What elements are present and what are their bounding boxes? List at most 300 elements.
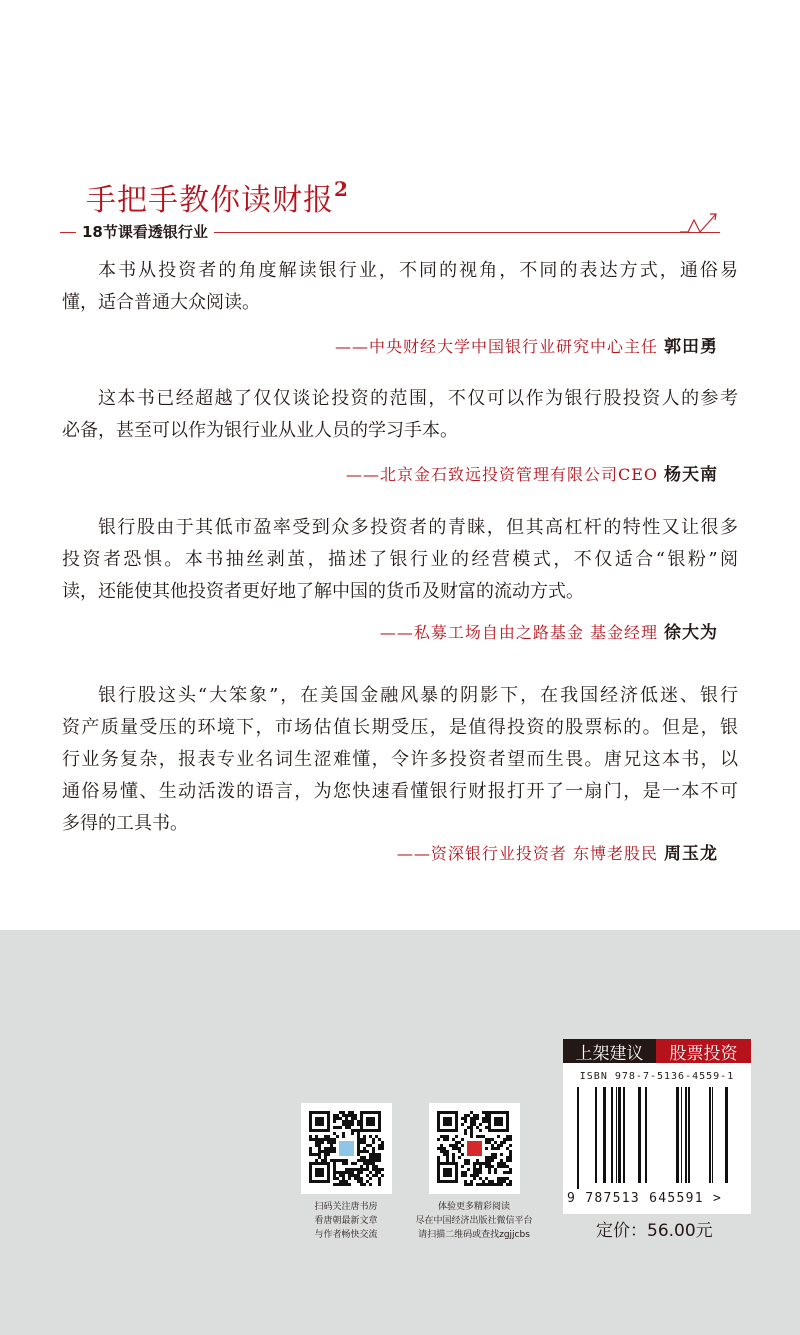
qr-module (503, 1177, 506, 1180)
qr-module (339, 1180, 342, 1183)
qr-module (336, 1135, 339, 1138)
qr-module (509, 1144, 512, 1147)
qr-module (357, 1153, 360, 1156)
qr-module (336, 1183, 339, 1186)
qr-module (330, 1144, 333, 1147)
reviewer-title: ——北京金石致远投资管理有限公司CEO (345, 465, 658, 484)
qr-module (345, 1168, 348, 1171)
qr-module (443, 1147, 446, 1150)
qr-module (324, 1135, 327, 1138)
qr-module (342, 1114, 345, 1117)
qr-module (339, 1174, 342, 1177)
qr-module (333, 1117, 336, 1120)
qr-module (437, 1147, 440, 1150)
qr-module (440, 1135, 443, 1138)
review-attribution (335, 336, 718, 358)
qr-module (446, 1159, 449, 1162)
qr-module (366, 1168, 369, 1171)
qr-module (345, 1126, 348, 1129)
qr-module (491, 1144, 494, 1147)
qr-module (476, 1159, 479, 1162)
qr-module (488, 1165, 491, 1168)
qr-module (375, 1165, 378, 1168)
qr-module (491, 1138, 494, 1141)
review-text (62, 383, 738, 447)
barcode-bar (712, 1087, 713, 1183)
qr-module (476, 1162, 479, 1165)
qr-module (488, 1162, 491, 1165)
qr-module (500, 1165, 503, 1168)
qr-module (369, 1153, 372, 1156)
qr-module (503, 1180, 506, 1183)
qr-module (348, 1111, 351, 1114)
qr-module (506, 1171, 509, 1174)
qr-module (500, 1162, 503, 1165)
qr-module (485, 1141, 488, 1144)
qr-module (503, 1138, 506, 1141)
barcode-bar (638, 1087, 641, 1183)
qr-module (473, 1177, 476, 1180)
qr-module (324, 1150, 327, 1153)
qr-module (357, 1174, 360, 1177)
qr-module (333, 1168, 336, 1171)
qr-code-1 (301, 1103, 392, 1194)
qr-module (488, 1171, 491, 1174)
qr-module (455, 1144, 458, 1147)
qr-module (315, 1138, 318, 1141)
qr-module (357, 1159, 360, 1162)
qr-module (333, 1165, 336, 1168)
review-line: 必备，甚至可以作为银行业从业人员的学习手本。 (62, 420, 458, 441)
barcode-bar (645, 1087, 647, 1183)
qr-module (491, 1153, 494, 1156)
qr-module (452, 1159, 455, 1162)
qr-module (506, 1165, 509, 1168)
qr-module (372, 1174, 375, 1177)
qr-module (500, 1144, 503, 1147)
qr-module (470, 1123, 473, 1126)
qr-module (375, 1168, 378, 1171)
book-title (86, 177, 349, 218)
qr-module (351, 1117, 354, 1120)
qr-module (452, 1144, 455, 1147)
qr-finder (443, 1168, 452, 1177)
qr-module (485, 1120, 488, 1123)
qr-module (351, 1123, 354, 1126)
qr-module (485, 1165, 488, 1168)
qr-module (366, 1150, 369, 1153)
qr-finder (315, 1168, 324, 1177)
qr-module (494, 1168, 497, 1171)
qr-module (357, 1171, 360, 1174)
review-line: 本书从投资者的角度解读银行业，不同的视角，不同的表达方式，通俗易 (98, 260, 738, 281)
qr-module (452, 1138, 455, 1141)
qr-module (491, 1180, 494, 1183)
qr-finder (315, 1117, 324, 1126)
qr-module (473, 1117, 476, 1120)
qr-module (324, 1153, 327, 1156)
qr-module (333, 1150, 336, 1153)
qr-module (491, 1159, 494, 1162)
qr-module (443, 1135, 446, 1138)
qr-module (309, 1150, 312, 1153)
qr-module (476, 1183, 479, 1186)
review-line: 读，还能使其他投资者更好地了解中国的货币及财富的流动方式。 (62, 581, 584, 602)
qr-module (360, 1150, 363, 1153)
title-superscript: 2 (334, 177, 349, 201)
qr-module (309, 1147, 312, 1150)
qr-module (357, 1180, 360, 1183)
shelf-suggestion (563, 1039, 751, 1063)
qr-module (324, 1156, 327, 1159)
qr-module (330, 1141, 333, 1144)
qr-module (345, 1117, 348, 1120)
qr-module (342, 1135, 345, 1138)
qr-module (482, 1117, 485, 1120)
barcode-bar (611, 1087, 613, 1183)
qr-module (485, 1147, 488, 1150)
qr-module (360, 1156, 363, 1159)
qr-module (509, 1150, 512, 1153)
qr-module (348, 1126, 351, 1129)
qr-module (351, 1171, 354, 1174)
qr-module (321, 1150, 324, 1153)
review-attribution (380, 622, 718, 644)
qr-module (491, 1165, 494, 1168)
qr-module (357, 1135, 360, 1138)
review-attribution (346, 464, 718, 486)
qr-module (467, 1183, 470, 1186)
qr-module (342, 1174, 345, 1177)
qr-module (476, 1174, 479, 1177)
qr-module (372, 1153, 375, 1156)
caption-line: 体验更多精彩阅读 (437, 1202, 510, 1212)
qr-module (473, 1162, 476, 1165)
qr-module (342, 1183, 345, 1186)
qr-module (375, 1159, 378, 1162)
caption-line: 尽在中国经济出版社微信平台 (415, 1216, 533, 1226)
qr-module (470, 1132, 473, 1135)
qr-caption-2 (399, 1200, 549, 1242)
barcode-bar (688, 1087, 690, 1183)
qr-module (342, 1177, 345, 1180)
qr-module (461, 1165, 464, 1168)
qr-module (327, 1150, 330, 1153)
qr-module (378, 1180, 381, 1183)
qr-module (348, 1168, 351, 1171)
qr-module (348, 1171, 351, 1174)
qr-module (503, 1171, 506, 1174)
qr-module (464, 1171, 467, 1174)
qr-module (348, 1183, 351, 1186)
qr-module (485, 1159, 488, 1162)
qr-module (348, 1114, 351, 1117)
qr-module (315, 1141, 318, 1144)
qr-module (357, 1138, 360, 1141)
qr-module (357, 1123, 360, 1126)
qr-module (461, 1117, 464, 1120)
qr-module (497, 1183, 500, 1186)
qr-module (437, 1159, 440, 1162)
qr-module (470, 1135, 473, 1138)
qr-module (372, 1156, 375, 1159)
reviewer-name: 徐大为 (664, 623, 718, 643)
qr-module (494, 1171, 497, 1174)
qr-module (461, 1138, 464, 1141)
qr-finder (443, 1117, 452, 1126)
qr-module (372, 1162, 375, 1165)
qr-module (506, 1159, 509, 1162)
qr-module (470, 1117, 473, 1120)
qr-module (470, 1126, 473, 1129)
qr-module (366, 1159, 369, 1162)
qr-module (363, 1150, 366, 1153)
qr-module (479, 1165, 482, 1168)
qr-module (467, 1114, 470, 1117)
qr-module (324, 1159, 327, 1162)
barcode-bar (725, 1087, 728, 1183)
review-line: 懂，适合普通大众阅读。 (62, 292, 260, 313)
review-line: 多得的工具书。 (62, 813, 188, 834)
qr-module (464, 1120, 467, 1123)
qr-module (375, 1156, 378, 1159)
qr-module (351, 1114, 354, 1117)
qr-module (378, 1171, 381, 1174)
qr-module (509, 1138, 512, 1141)
qr-module (357, 1132, 360, 1135)
qr-module (360, 1183, 363, 1186)
qr-module (333, 1138, 336, 1141)
qr-module (458, 1156, 461, 1159)
qr-module (446, 1150, 449, 1153)
qr-module (342, 1162, 345, 1165)
qr-module (500, 1153, 503, 1156)
qr-finder (494, 1117, 503, 1126)
qr-module (443, 1150, 446, 1153)
qr-module (378, 1144, 381, 1147)
qr-module (455, 1141, 458, 1144)
reviewer-name: 杨天南 (664, 465, 718, 485)
qr-module (443, 1138, 446, 1141)
qr-module (345, 1171, 348, 1174)
qr-module (482, 1120, 485, 1123)
qr-module (363, 1159, 366, 1162)
book-subtitle: 18节课看透银行业 (76, 223, 214, 241)
qr-module (452, 1156, 455, 1159)
qr-module (375, 1174, 378, 1177)
qr-module (488, 1159, 491, 1162)
qr-module (312, 1138, 315, 1141)
qr-module (381, 1174, 384, 1177)
qr-module (503, 1165, 506, 1168)
qr-module (333, 1159, 336, 1162)
qr-module (330, 1159, 333, 1162)
qr-module (488, 1141, 491, 1144)
qr-module (485, 1111, 488, 1114)
qr-module (318, 1153, 321, 1156)
qr-module (488, 1183, 491, 1186)
qr-module (366, 1144, 369, 1147)
barcode-bar (681, 1087, 682, 1183)
qr-module (342, 1180, 345, 1183)
qr-module (342, 1132, 345, 1135)
qr-module (485, 1183, 488, 1186)
qr-module (446, 1153, 449, 1156)
qr-module (336, 1126, 339, 1129)
qr-module (330, 1138, 333, 1141)
barcode-bar (685, 1087, 687, 1183)
qr-module (372, 1165, 375, 1168)
qr-module (321, 1141, 324, 1144)
qr-module (345, 1114, 348, 1117)
qr-module (351, 1168, 354, 1171)
qr-module (476, 1168, 479, 1171)
reviewer-title: ——中央财经大学中国银行业研究中心主任 (334, 337, 658, 356)
isbn-barcode-box (563, 1039, 751, 1214)
shelf-category: 股票投资 (656, 1039, 751, 1063)
qr-module (437, 1156, 440, 1159)
qr-module (375, 1171, 378, 1174)
qr-module (479, 1129, 482, 1132)
qr-module (506, 1138, 509, 1141)
qr-module (494, 1141, 497, 1144)
qr-module (333, 1114, 336, 1117)
qr-module (473, 1171, 476, 1174)
review-line: 银行股这头“大笨象”，在美国金融风暴的阴影下，在我国经济低迷、银行 (98, 685, 738, 706)
qr-module (458, 1150, 461, 1153)
qr-module (381, 1144, 384, 1147)
qr-module (336, 1177, 339, 1180)
qr-module (333, 1174, 336, 1177)
qr-module (318, 1150, 321, 1153)
qr-module (378, 1147, 381, 1150)
qr-module (497, 1177, 500, 1180)
qr-module (357, 1150, 360, 1153)
qr-logo (339, 1141, 354, 1156)
qr-module (339, 1117, 342, 1120)
qr-module (318, 1141, 321, 1144)
qr-module (473, 1174, 476, 1177)
qr-module (497, 1162, 500, 1165)
qr-module (467, 1126, 470, 1129)
qr-module (378, 1177, 381, 1180)
qr-module (357, 1168, 360, 1171)
qr-module (482, 1135, 485, 1138)
qr-module (482, 1162, 485, 1165)
qr-module (333, 1162, 336, 1165)
review-line: 资产质量受压的环境下，市场估值长期受压，是值得投资的股票标的。但是，银 (62, 717, 738, 738)
qr-module (369, 1156, 372, 1159)
qr-module (309, 1153, 312, 1156)
qr-module (485, 1156, 488, 1159)
qr-module (351, 1111, 354, 1114)
qr-module (485, 1177, 488, 1180)
qr-module (378, 1168, 381, 1171)
qr-module (333, 1177, 336, 1180)
qr-module (363, 1162, 366, 1165)
qr-module (509, 1180, 512, 1183)
qr-module (440, 1147, 443, 1150)
qr-module (479, 1123, 482, 1126)
qr-module (485, 1126, 488, 1129)
qr-module (476, 1114, 479, 1117)
qr-module (339, 1126, 342, 1129)
qr-module (345, 1183, 348, 1186)
qr-module (494, 1153, 497, 1156)
qr-module (369, 1144, 372, 1147)
qr-module (342, 1123, 345, 1126)
qr-module (318, 1144, 321, 1147)
qr-module (494, 1183, 497, 1186)
qr-module (470, 1120, 473, 1123)
qr-module (467, 1162, 470, 1165)
qr-module (369, 1159, 372, 1162)
qr-module (321, 1159, 324, 1162)
qr-module (464, 1162, 467, 1165)
qr-module (318, 1147, 321, 1150)
qr-module (339, 1159, 342, 1162)
qr-module (509, 1135, 512, 1138)
qr-module (381, 1168, 384, 1171)
barcode-bar (616, 1087, 617, 1183)
qr-module (500, 1141, 503, 1144)
qr-module (333, 1171, 336, 1174)
qr-module (464, 1180, 467, 1183)
qr-module (378, 1159, 381, 1162)
qr-module (351, 1120, 354, 1123)
qr-module (330, 1147, 333, 1150)
qr-logo (467, 1141, 482, 1156)
qr-module (464, 1117, 467, 1120)
qr-module (315, 1153, 318, 1156)
barcode-bar (623, 1087, 625, 1183)
qr-module (464, 1174, 467, 1177)
qr-module (479, 1171, 482, 1174)
review-line: 投资者恐惧。本书抽丝剥茧，描述了银行业的经营模式，不仅适合“银粉”阅 (62, 549, 738, 570)
qr-module (509, 1159, 512, 1162)
qr-module (497, 1180, 500, 1183)
qr-module (509, 1156, 512, 1159)
qr-module (509, 1168, 512, 1171)
qr-module (461, 1153, 464, 1156)
qr-module (363, 1168, 366, 1171)
qr-module (354, 1117, 357, 1120)
qr-module (485, 1138, 488, 1141)
qr-module (357, 1141, 360, 1144)
reviewer-title: ——资深银行业投资者 东博老股民 (396, 844, 658, 863)
qr-module (443, 1153, 446, 1156)
qr-module (369, 1177, 372, 1180)
qr-module (497, 1147, 500, 1150)
qr-module (500, 1159, 503, 1162)
qr-module (336, 1114, 339, 1117)
qr-module (345, 1120, 348, 1123)
qr-module (360, 1171, 363, 1174)
qr-module (440, 1150, 443, 1153)
qr-module (330, 1150, 333, 1153)
qr-module (485, 1114, 488, 1117)
qr-module (360, 1180, 363, 1183)
qr-module (372, 1138, 375, 1141)
qr-module (366, 1180, 369, 1183)
qr-module (470, 1180, 473, 1183)
qr-module (378, 1156, 381, 1159)
qr-module (363, 1141, 366, 1144)
qr-module (458, 1147, 461, 1150)
qr-module (509, 1153, 512, 1156)
qr-module (333, 1183, 336, 1186)
qr-module (461, 1144, 464, 1147)
